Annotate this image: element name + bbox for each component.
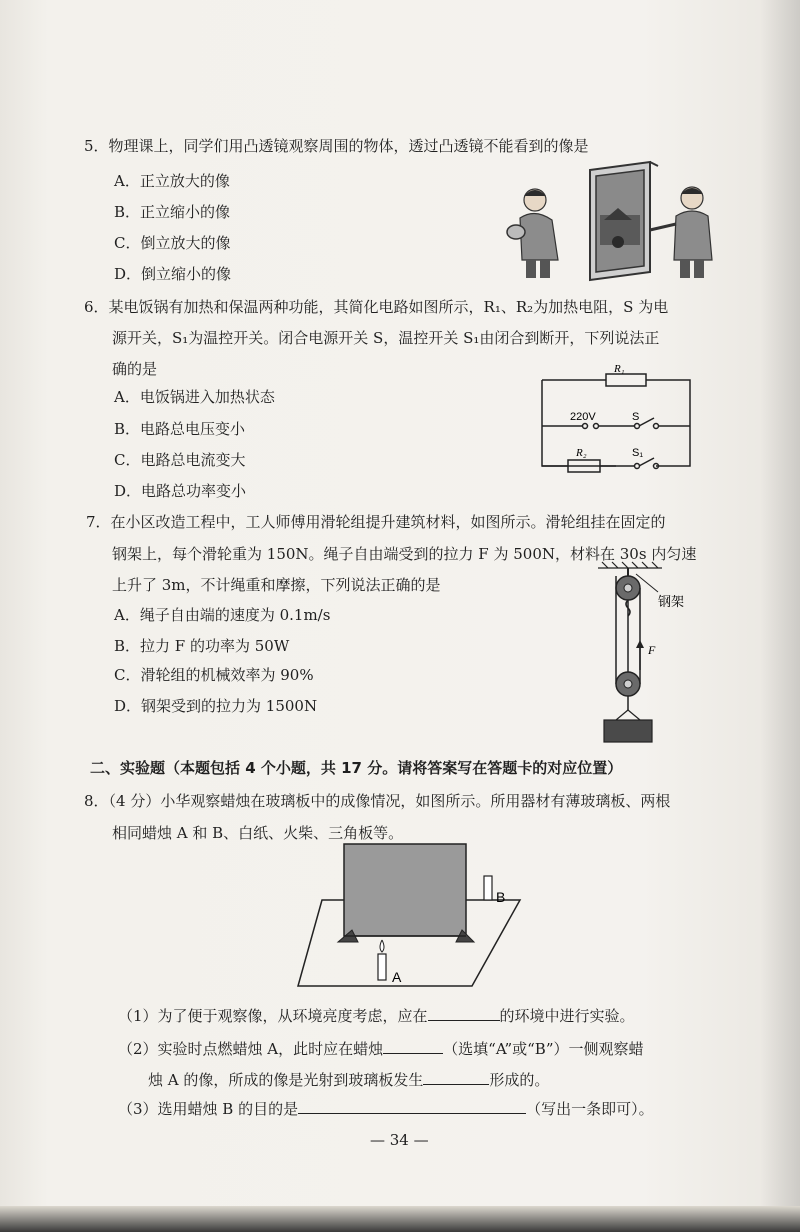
q6-option-c: C．电路总电流变大 bbox=[114, 451, 246, 469]
candle-b-label: B bbox=[496, 889, 506, 905]
q8-sub1-text: （1）为了便于观察像，从环境亮度考虑，应在 bbox=[118, 1007, 428, 1025]
q8-sub3-text-end: （写出一条即可）。 bbox=[526, 1100, 654, 1118]
building-material-load bbox=[604, 720, 652, 742]
q6-line1: 6．某电饭锅有加热和保温两种功能，其简化电路如图所示，R₁、R₂为加热电阻，S 为电 bbox=[84, 298, 669, 316]
label-r1: R₁ bbox=[614, 364, 625, 375]
q7-option-b: B．拉力 F 的功率为 50W bbox=[114, 637, 290, 655]
candle-a-label: A bbox=[392, 969, 402, 985]
q8-line2: 相同蜡烛 A 和 B、白纸、火柴、三角板等。 bbox=[112, 824, 404, 842]
q5-option-a: A．正立放大的像 bbox=[114, 172, 230, 190]
q6-option-b: B．电路总电压变小 bbox=[114, 420, 246, 438]
q8-mirror-diagram bbox=[296, 836, 536, 992]
q7-line2: 钢架上，每个滑轮重为 150N。绳子自由端受到的拉力 F 为 500N，材料在 30s 内匀速 bbox=[112, 545, 697, 563]
resistor-r1 bbox=[606, 374, 646, 386]
q5-option-b: B．正立缩小的像 bbox=[114, 203, 231, 221]
q8-sub2-text-end: （选填“A”或“B”）一侧观察蜡 bbox=[443, 1040, 644, 1058]
q8-line1: 8．（4 分）小华观察蜡烛在玻璃板中的成像情况，如图所示。所用器材有薄玻璃板、两根 bbox=[84, 792, 671, 810]
q8-sub2-blank[interactable] bbox=[383, 1039, 443, 1054]
label-s1: S₁ bbox=[632, 447, 644, 459]
q8-sub2 bbox=[118, 1039, 643, 1059]
page-edge-shadow bbox=[760, 0, 800, 1232]
glass-plate bbox=[344, 844, 466, 936]
q5-option-c: C．倒立放大的像 bbox=[114, 234, 231, 252]
q8-sub2b-blank[interactable] bbox=[423, 1070, 489, 1085]
q7-option-d: D．钢架受到的拉力为 1500N bbox=[114, 697, 318, 715]
candle-b bbox=[484, 876, 492, 900]
section-2-heading: 二、实验题（本题包括 4 个小题，共 17 分。请将答案写在答题卡的对应位置） bbox=[90, 759, 623, 777]
q6-line2: 源开关，S₁为温控开关。闭合电源开关 S，温控开关 S₁由闭合到断开，下列说法正 bbox=[112, 329, 660, 347]
right-student-image bbox=[650, 187, 712, 278]
q8-sub1 bbox=[118, 1006, 635, 1026]
q7-line1: 7．在小区改造工程中，工人师傅用滑轮组提升建筑材料，如图所示。滑轮组挂在固定的 bbox=[86, 513, 666, 531]
q8-sub2b-text-end: 形成的。 bbox=[489, 1071, 550, 1089]
q7-option-c: C．滑轮组的机械效率为 90% bbox=[114, 666, 314, 684]
q7-line3: 上升了 3m，不计绳重和摩擦，下列说法正确的是 bbox=[112, 576, 441, 594]
q7-pulley-diagram bbox=[596, 560, 716, 746]
label-r2: R₂ bbox=[576, 447, 587, 459]
q8-sub2-text: （2）实验时点燃蜡烛 A，此时应在蜡烛 bbox=[118, 1040, 384, 1058]
q5-option-d: D．倒立缩小的像 bbox=[114, 265, 232, 283]
q8-sub2-line2 bbox=[148, 1070, 549, 1090]
switch-s1 bbox=[639, 458, 654, 466]
q5-stem: 5．物理课上，同学们用凸透镜观察周围的物体，透过凸透镜不能看到的像是 bbox=[84, 137, 589, 155]
q5-illustration bbox=[500, 160, 722, 282]
q8-sub2b-text: 烛 A 的像，所成的像是光射到玻璃板发生 bbox=[148, 1071, 424, 1089]
window-frame-image bbox=[590, 162, 658, 280]
steel-frame-label: 钢架 bbox=[658, 595, 685, 610]
force-label: F bbox=[648, 643, 656, 657]
q8-sub1-blank[interactable] bbox=[428, 1006, 500, 1021]
q8-sub3-text: （3）选用蜡烛 B 的目的是 bbox=[118, 1100, 299, 1118]
q6-option-a: A．电饭锅进入加热状态 bbox=[114, 388, 275, 406]
q7-option-a: A．绳子自由端的速度为 0.1m/s bbox=[114, 606, 331, 624]
scan-bottom-shadow bbox=[0, 1206, 800, 1232]
q6-line3: 确的是 bbox=[112, 360, 158, 378]
steel-frame-ceiling bbox=[598, 562, 662, 568]
switch-s bbox=[639, 418, 654, 426]
q8-sub3 bbox=[118, 1099, 654, 1119]
candle-a-flame bbox=[380, 940, 384, 952]
q6-circuit-diagram bbox=[536, 364, 696, 476]
candle-a bbox=[378, 954, 386, 980]
left-student-image bbox=[507, 189, 558, 278]
label-220v: 220V bbox=[570, 411, 596, 423]
q8-sub1-text-end: 的环境中进行实验。 bbox=[499, 1007, 635, 1025]
page-number: — 34 — bbox=[370, 1131, 429, 1149]
label-s: S bbox=[632, 411, 640, 423]
q8-sub3-blank[interactable] bbox=[298, 1099, 526, 1114]
q6-option-d: D．电路总功率变小 bbox=[114, 482, 247, 500]
